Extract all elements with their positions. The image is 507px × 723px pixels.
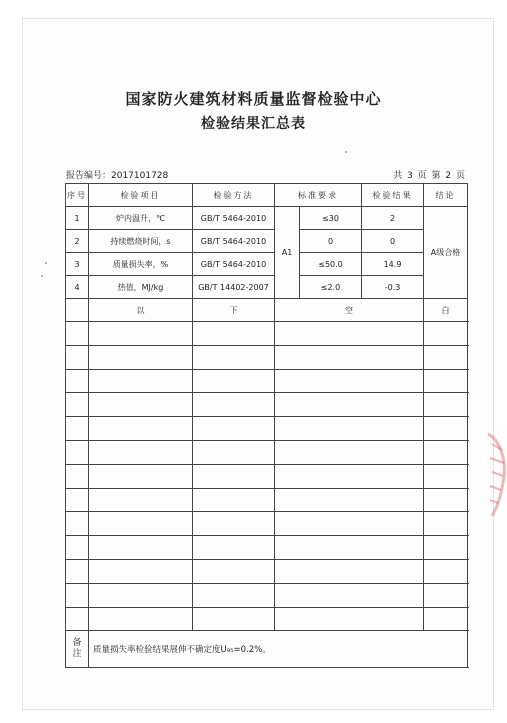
row-item: 热值，MJ/kg	[89, 276, 193, 299]
row-result: 0	[362, 230, 424, 253]
scan-speck	[45, 262, 47, 264]
document-subtitle: 检验结果汇总表	[201, 116, 306, 132]
row-no: 1	[66, 207, 89, 230]
scan-speck	[41, 275, 43, 277]
empty-row	[66, 607, 468, 631]
row-method: GB/T 5464-2010	[193, 230, 275, 253]
notes-row	[66, 631, 468, 668]
table-row	[66, 230, 468, 253]
header-conclusion: 结论	[424, 184, 468, 207]
row-requirement: ≤50.0	[300, 253, 362, 276]
row-requirement: 0	[300, 230, 362, 253]
blank-marker-2: 下	[193, 299, 275, 322]
row-method: GB/T 5464-2010	[193, 253, 275, 276]
header-item: 检验项目	[89, 184, 193, 207]
empty-row	[66, 322, 468, 346]
row-no: 2	[66, 230, 89, 253]
empty-row	[66, 393, 468, 417]
grade-cell: A1	[275, 207, 300, 299]
row-item: 炉内温升，℃	[89, 207, 193, 230]
row-requirement: ≤2.0	[300, 276, 362, 299]
header-no: 序号	[66, 184, 89, 207]
results-table	[65, 183, 468, 668]
row-method: GB/T 5464-2010	[193, 207, 275, 230]
blank-marker-row	[66, 299, 468, 322]
empty-row	[66, 536, 468, 560]
row-no: 4	[66, 276, 89, 299]
row-requirement: ≤30	[300, 207, 362, 230]
empty-row	[66, 417, 468, 441]
notes-text: 质量损失率检验结果展伸不确定度U₉₅=0.2%。	[89, 631, 468, 668]
row-result: -0.3	[362, 276, 424, 299]
empty-row	[66, 488, 468, 512]
notes-label: 备注	[72, 638, 82, 660]
row-item: 质量损失率，%	[89, 253, 193, 276]
row-no: 3	[66, 253, 89, 276]
blank-marker-3: 空	[275, 299, 424, 322]
table-row	[66, 207, 468, 230]
row-result: 14.9	[362, 253, 424, 276]
table-row	[66, 276, 468, 299]
empty-row	[66, 440, 468, 464]
table-row	[66, 253, 468, 276]
row-result: 2	[362, 207, 424, 230]
row-method: GB/T 14402-2007	[193, 276, 275, 299]
page-info: 共 3 页 第 2 页	[393, 171, 465, 181]
header-method: 检验方法	[193, 184, 275, 207]
row-item: 持续燃烧时间，s	[89, 230, 193, 253]
empty-row	[66, 345, 468, 369]
header-result: 检验结果	[362, 184, 424, 207]
empty-row	[66, 464, 468, 488]
empty-row	[66, 583, 468, 607]
blank-marker-1: 以	[89, 299, 193, 322]
conclusion-cell: A级合格	[424, 207, 468, 299]
blank-marker-4: 白	[424, 299, 468, 322]
header-requirement: 标准要求	[275, 184, 362, 207]
inspection-stamp	[470, 430, 507, 520]
document-title: 国家防火建筑材料质量监督检验中心	[125, 90, 382, 108]
empty-row	[66, 559, 468, 583]
empty-row	[66, 369, 468, 393]
report-number: 报告编号：2017101728	[66, 171, 169, 181]
empty-row	[66, 512, 468, 536]
table-header-row	[66, 184, 468, 207]
scan-speck	[345, 151, 347, 153]
